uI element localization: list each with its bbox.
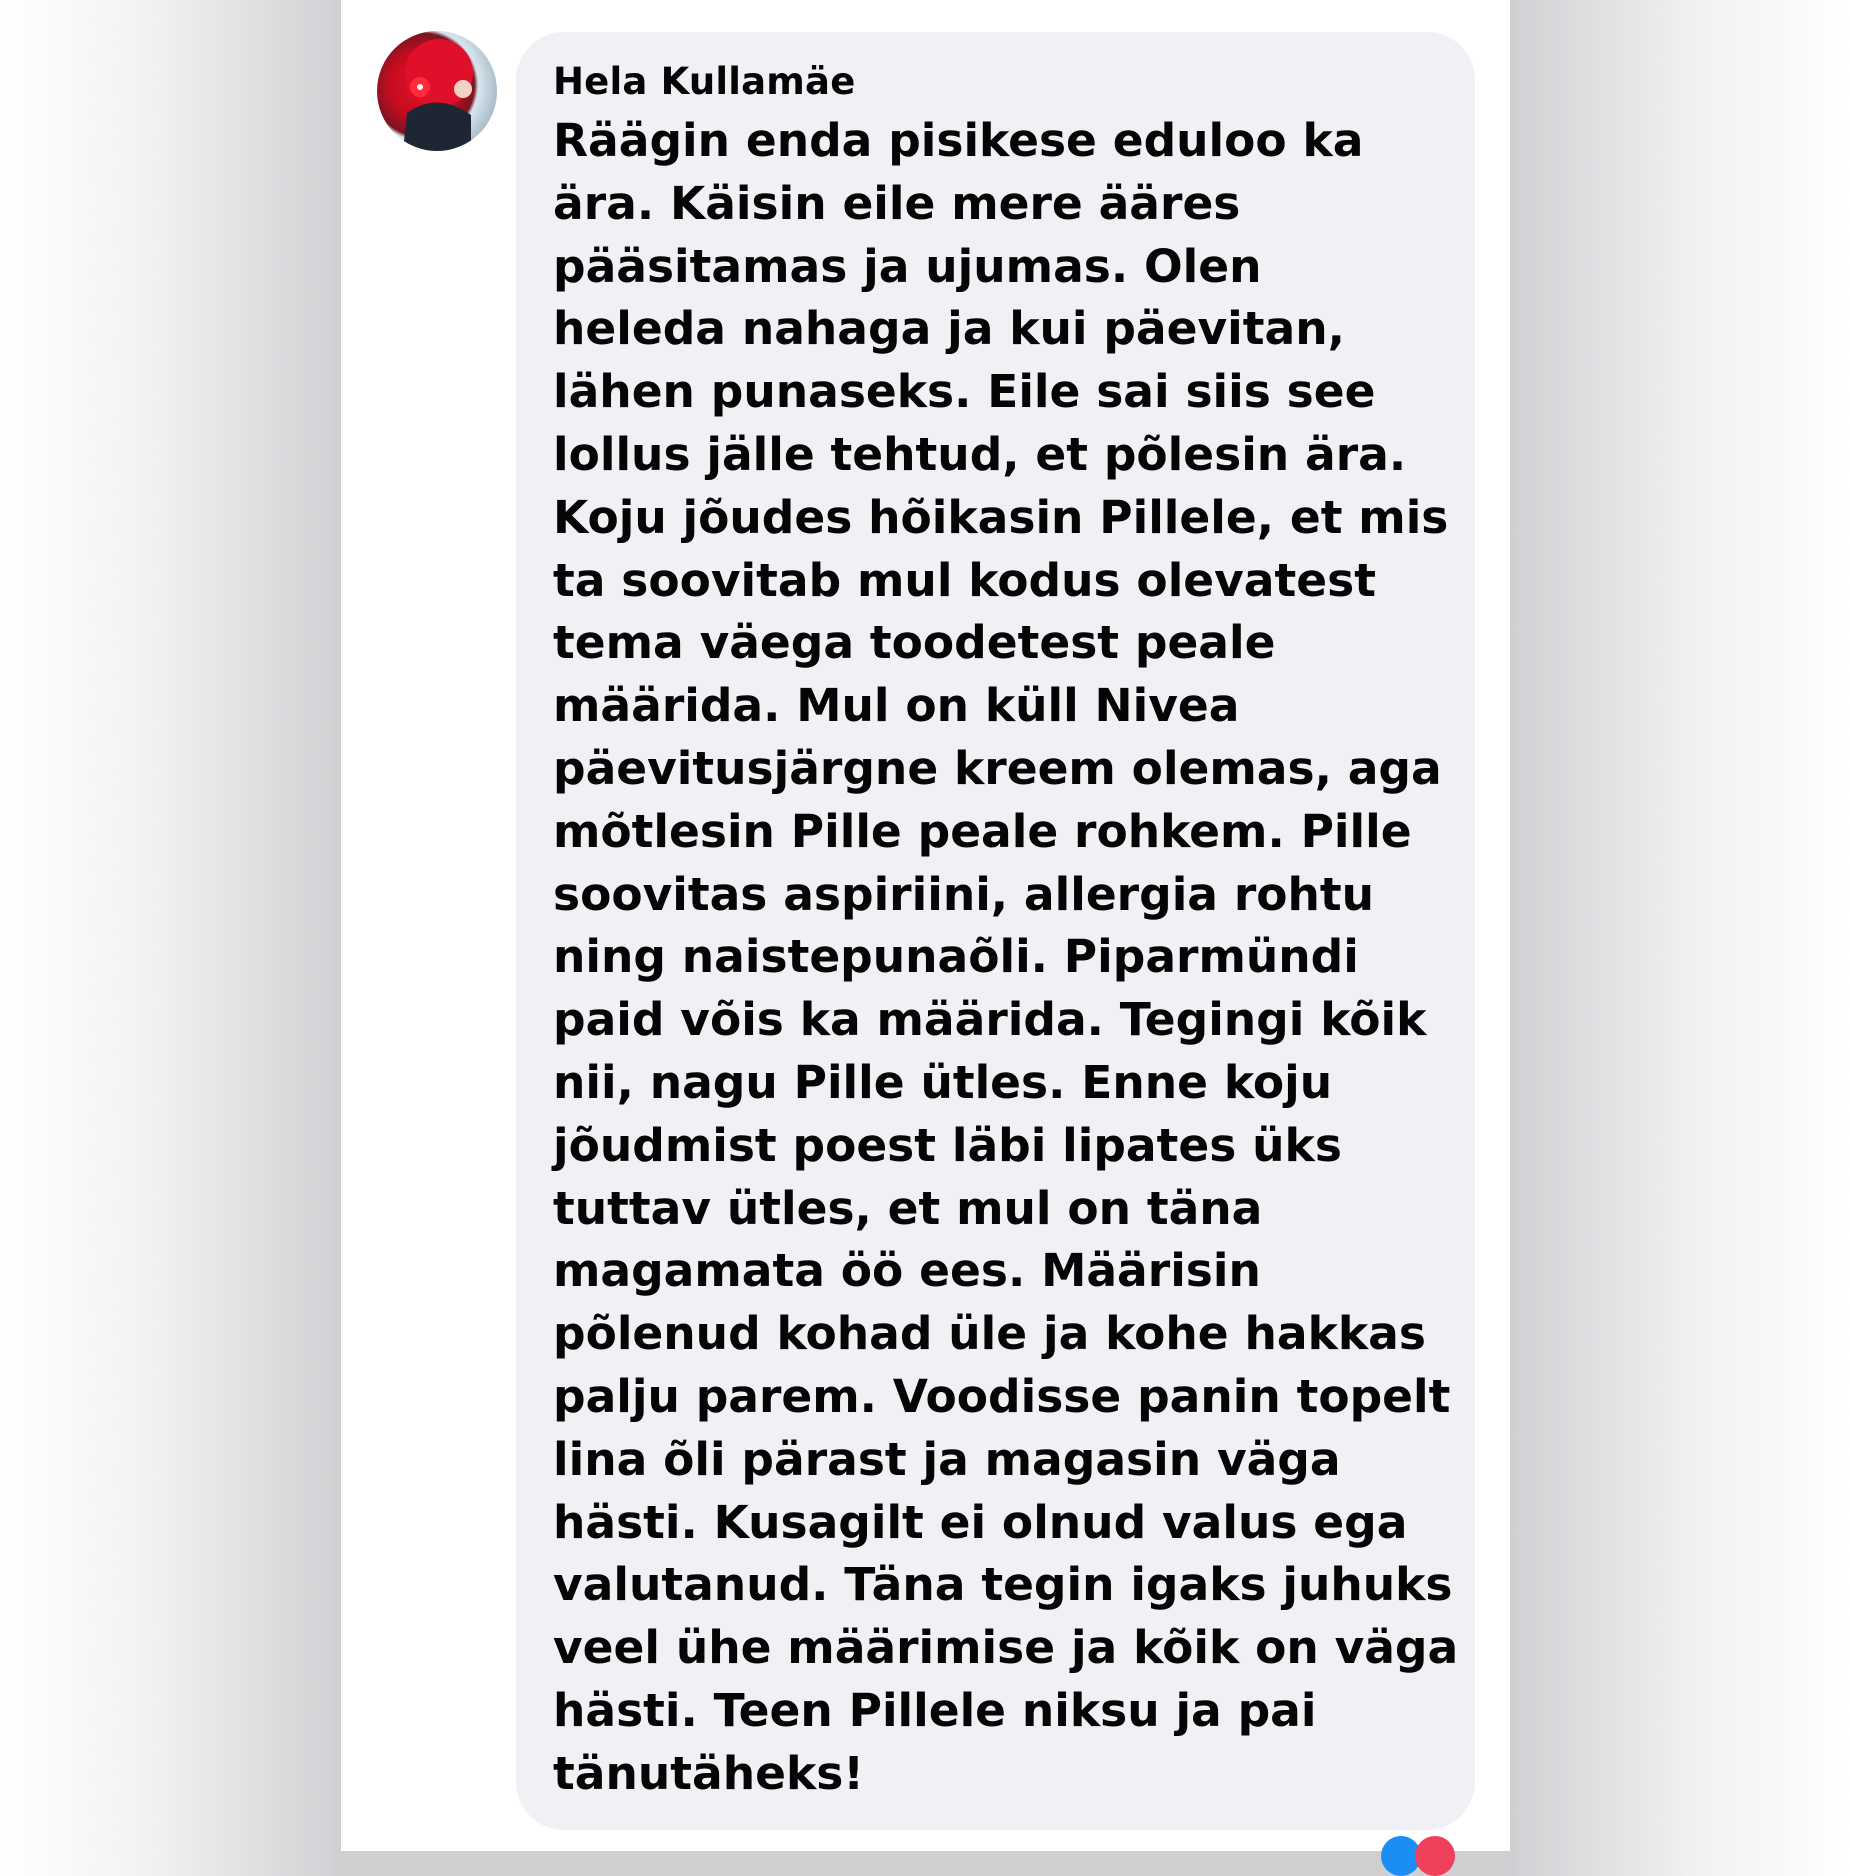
comment-line: Räägin enda pisikese eduloo ka	[553, 114, 1364, 167]
comment-line: ära. Käisin eile mere ääres	[553, 176, 1241, 230]
comment-line: paid võis ka määrida. Tegingi kõik	[553, 993, 1427, 1047]
comment-line: määrida. Mul on küll Nivea	[553, 679, 1240, 733]
comment-line: nii, nagu Pille ütles. Enne koju	[553, 1055, 1333, 1109]
facebook-comment-screen	[341, 0, 1510, 1851]
love-reaction-icon	[1415, 1836, 1455, 1876]
comment-line: päevitusjärgne kreem olemas, aga	[553, 741, 1442, 795]
comment-line: heleda nahaga ja kui päevitan,	[553, 302, 1345, 356]
comment-line: tema väega toodetest peale	[553, 616, 1276, 670]
comment-line: hästi. Kusagilt ei olnud valus ega	[553, 1495, 1408, 1549]
comment-line: valutanud. Täna tegin igaks juhuks	[553, 1558, 1453, 1612]
comment-line: Koju jõudes hõikasin Pillele, et mis	[553, 490, 1449, 544]
comment-line: lina õli pärast ja magasin väga	[553, 1432, 1341, 1486]
comment-line: tuttav ütles, et mul on täna	[553, 1181, 1263, 1235]
comment-line: magamata öö ees. Määrisin	[553, 1244, 1261, 1298]
comment-line: ning naistepunaõli. Piparmündi	[553, 930, 1359, 984]
comment-text	[553, 110, 1459, 1806]
comment-line: hästi. Teen Pillele niksu ja pai	[553, 1683, 1317, 1737]
avatar-photo-icon	[377, 31, 497, 151]
comment-line: soovitas aspiriini, allergia rohtu	[553, 867, 1375, 921]
comment-line: lähen punaseks. Eile sai siis see	[553, 365, 1376, 419]
comment-reactions[interactable]	[1381, 1836, 1471, 1866]
author-avatar[interactable]	[377, 31, 497, 151]
comment-author-name[interactable]: Hela Kullamäe	[553, 60, 856, 103]
comment-line: mõtlesin Pille peale rohkem. Pille	[553, 804, 1412, 858]
comment-line: tänutäheks!	[553, 1746, 865, 1800]
comment-line: veel ühe määrimise ja kõik on väga	[553, 1621, 1459, 1675]
comment-line: palju parem. Voodisse panin topelt	[553, 1369, 1451, 1423]
comment-line: jõudmist poest läbi lipates üks	[553, 1118, 1342, 1172]
comment-bubble	[516, 32, 1475, 1830]
comment-line: ta soovitab mul kodus olevatest	[553, 553, 1376, 607]
comment-line: põlenud kohad üle ja kohe hakkas	[553, 1307, 1426, 1361]
comment-line: pääsitamas ja ujumas. Olen	[553, 239, 1262, 293]
comment-line: lollus jälle tehtud, et põlesin ära.	[553, 427, 1407, 481]
